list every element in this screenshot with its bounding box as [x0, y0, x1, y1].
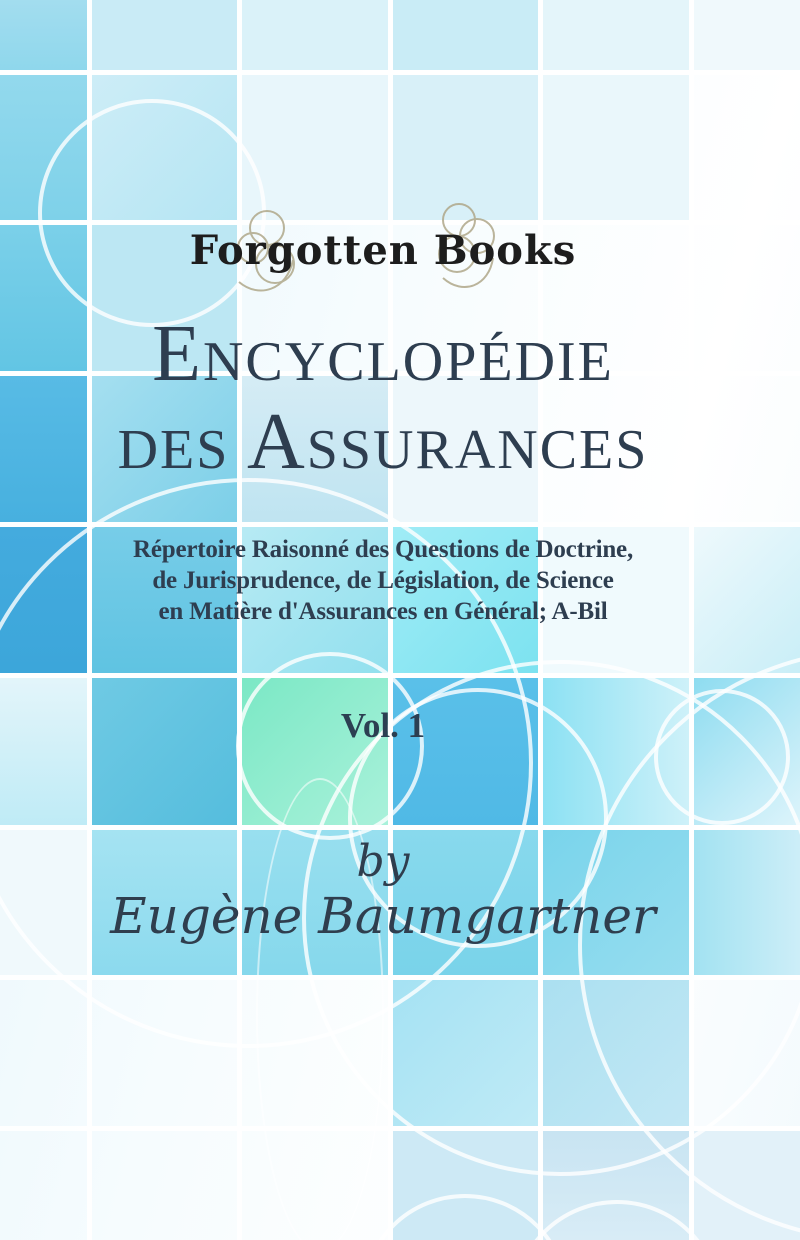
publisher-logo-text: Forgotten Books — [189, 227, 577, 274]
book-subtitle-line3: en Matière d'Assurances en Général; A-Bil — [158, 598, 608, 625]
volume-label: Vol. 1 — [340, 706, 426, 745]
byline-label: by — [356, 836, 410, 887]
author-name: Eugène Baumgartner — [110, 887, 656, 945]
book-title — [0, 310, 783, 486]
book-subtitle — [0, 534, 783, 627]
book-subtitle-line1: Répertoire Raisonné des Questions de Doctrine, — [132, 536, 634, 563]
book-title-line2: des Assurances — [117, 398, 649, 486]
publisher-logo — [0, 196, 783, 306]
book-title-line1: Encyclopédie — [152, 310, 614, 398]
book-subtitle-line2: de Jurisprudence, de Législation, de Science — [152, 567, 614, 594]
